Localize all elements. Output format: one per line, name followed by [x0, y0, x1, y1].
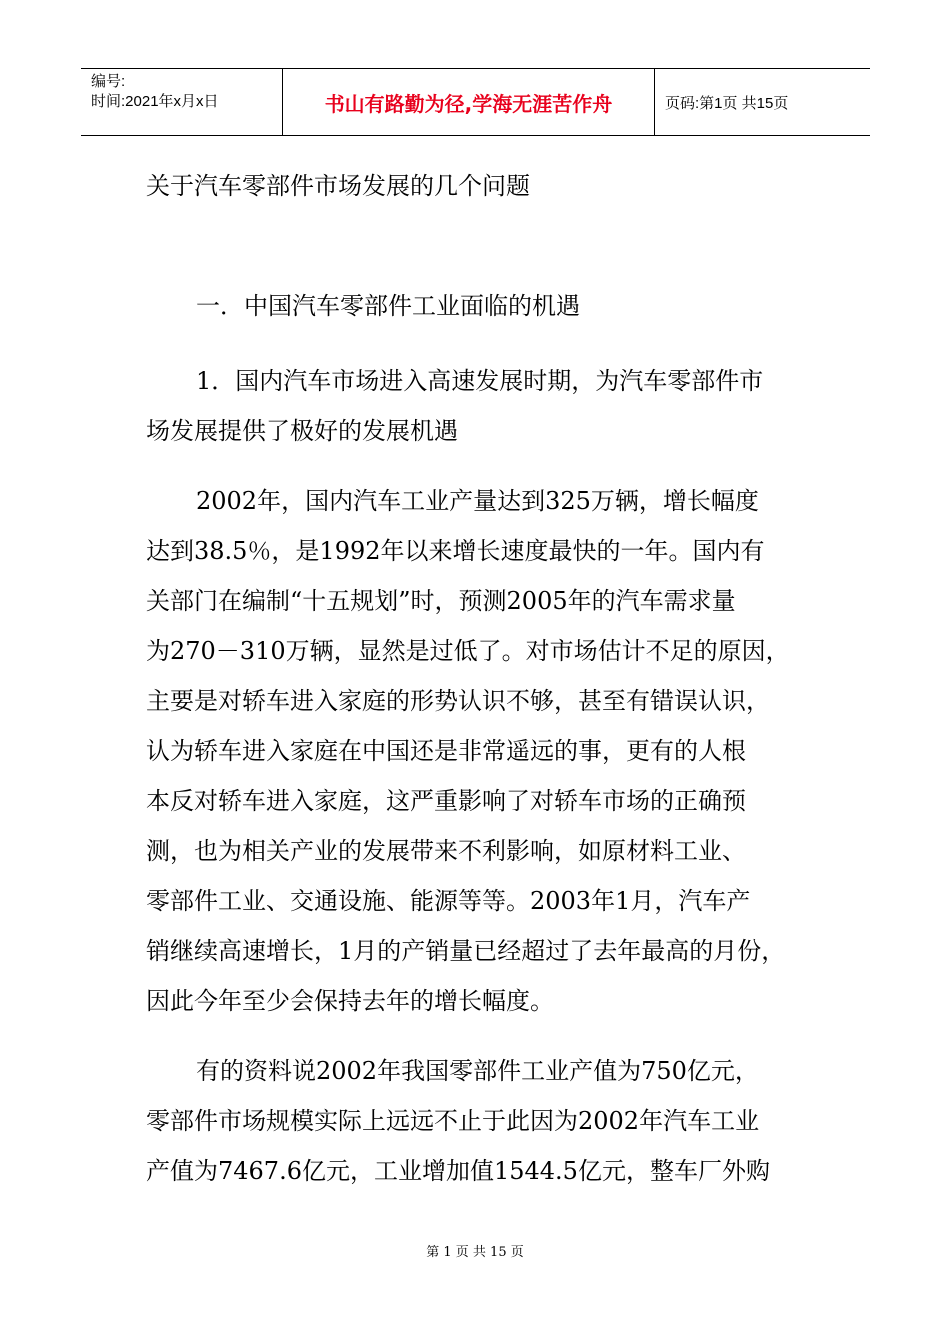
subheading-line: 1．国内汽车市场进入高速发展时期，为汽车零部件市 [196, 367, 764, 395]
paragraph-line: 有的资料说2002年我国零部件工业产值为750亿元， [196, 1057, 759, 1085]
paragraph-line: 2002年，国内汽车工业产量达到325万辆，增长幅度 [196, 487, 759, 515]
number-label: 编号: [91, 73, 126, 90]
header-table [81, 68, 870, 136]
document-title: 关于汽车零部件市场发展的几个问题 [146, 172, 530, 200]
paragraph-line: 因此今年至少会保持去年的增长幅度。 [146, 987, 554, 1015]
paragraph-line: 关部门在编制“十五规划”时，预测2005年的汽车需求量 [146, 587, 736, 615]
section-heading: 一．中国汽车零部件工业面临的机遇 [196, 292, 580, 320]
paragraph-line: 认为轿车进入家庭在中国还是非常遥远的事，更有的人根 [146, 737, 746, 765]
header-info-cell [81, 69, 282, 135]
subheading-line: 场发展提供了极好的发展机遇 [146, 417, 458, 445]
paragraph-line: 达到38.5％，是1992年以来增长速度最快的一年。国内有 [146, 537, 765, 565]
paragraph-line: 产值为7467.6亿元，工业增加值1544.5亿元，整车厂外购 [146, 1157, 770, 1185]
header-page-cell [655, 69, 870, 135]
paragraph-line: 零部件工业、交通设施、能源等等。2003年1月，汽车产 [146, 887, 751, 915]
paragraph-line: 测，也为相关产业的发展带来不利影响，如原材料工业、 [146, 837, 746, 865]
paragraph-line: 为270－310万辆，显然是过低了。对市场估计不足的原因， [146, 637, 790, 665]
header-motto-cell [282, 69, 655, 135]
paragraph-line: 本反对轿车进入家庭，这严重影响了对轿车市场的正确预 [146, 787, 746, 815]
date-label: 时间:2021年x月x日 [91, 93, 219, 110]
paragraph-line: 销继续高速增长，1月的产销量已经超过了去年最高的月份， [146, 937, 786, 965]
page-footer: 第 1 页 共 15 页 [426, 1245, 524, 1260]
motto-text: 书山有路勤为径,学海无涯苦作舟 [324, 92, 613, 116]
paragraph-line: 零部件市场规模实际上远远不止于此因为2002年汽车工业 [146, 1107, 760, 1135]
page-code: 页码:第1页 共15页 [665, 95, 789, 112]
paragraph-line: 主要是对轿车进入家庭的形势认识不够，甚至有错误认识， [146, 687, 770, 715]
